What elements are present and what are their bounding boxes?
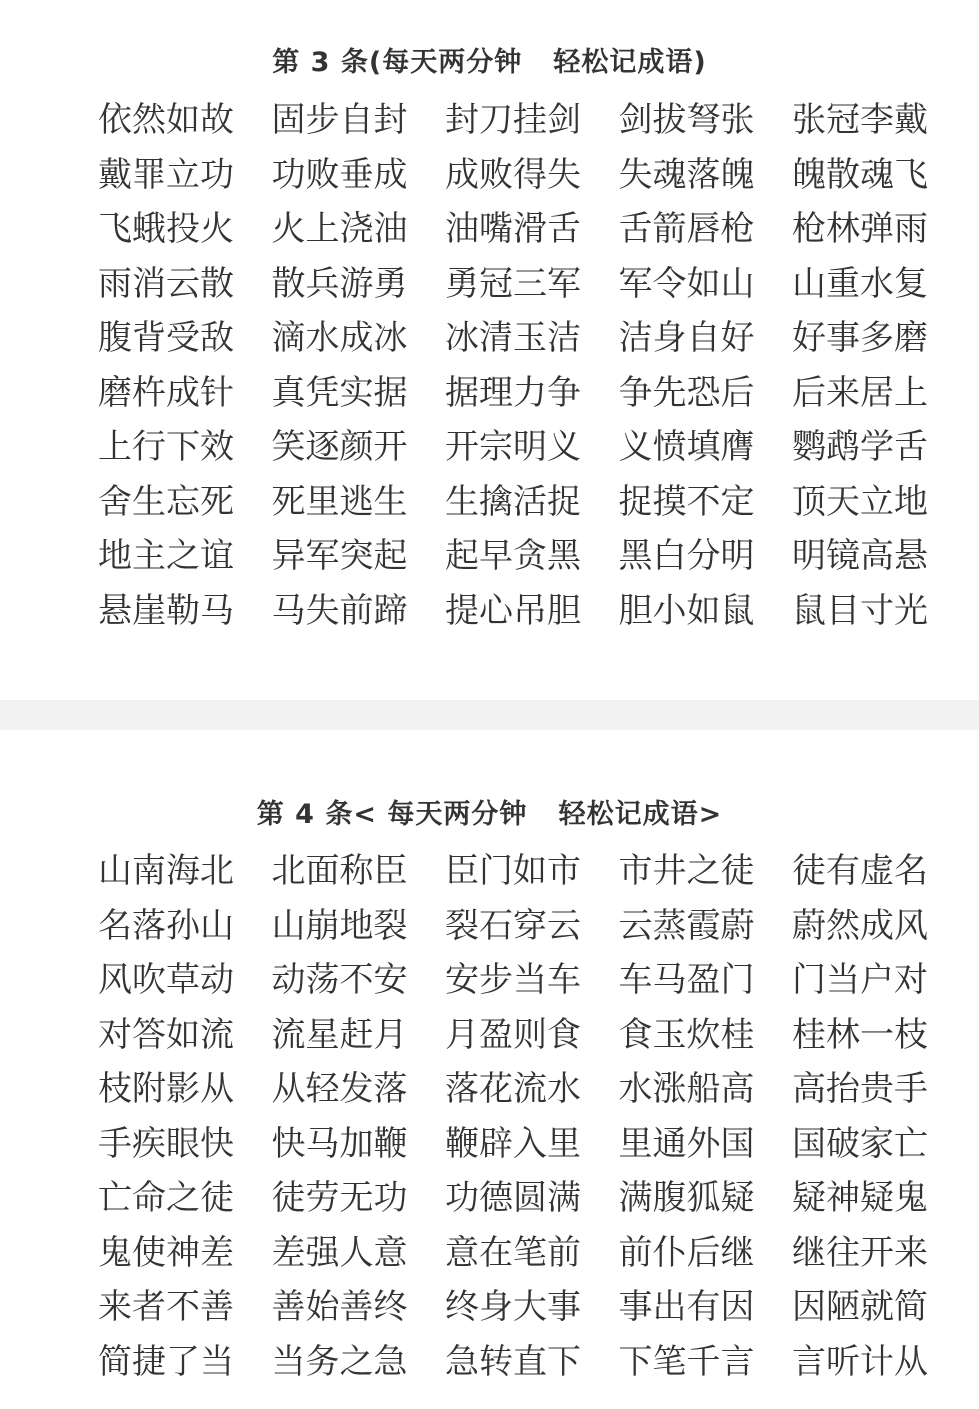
idiom-cell: 山重水复: [792, 263, 928, 304]
idiom-cell: 鬼使神差: [98, 1232, 234, 1273]
idiom-section-3: [0, 0, 979, 700]
idiom-cell: 真凭实据: [271, 372, 408, 413]
idiom-cell: 简捷了当: [98, 1341, 234, 1382]
idiom-cell: 舌箭唇枪: [618, 209, 755, 249]
idiom-cell: 滴水成冰: [271, 318, 408, 358]
idiom-cell: 水涨船高: [618, 1069, 755, 1109]
idiom-cell: 月盈则食: [445, 1014, 581, 1055]
idiom-cell: 安步当车: [445, 960, 581, 1000]
idiom-cell: 飞蛾投火: [98, 209, 234, 249]
idiom-cell: 对答如流: [98, 1014, 234, 1055]
idiom-cell: 戴罪立功: [98, 154, 234, 195]
idiom-cell: 剑拔弩张: [618, 100, 755, 140]
idiom-cell: 善始善终: [271, 1287, 408, 1327]
idiom-cell: 徒劳无功: [271, 1178, 408, 1218]
idiom-cell: 洁身自好: [618, 318, 755, 358]
idiom-cell: 继往开来: [792, 1232, 928, 1273]
idiom-section-4: [0, 730, 979, 1409]
idiom-cell: 徒有虚名: [792, 851, 928, 891]
idiom-cell: 胆小如鼠: [618, 590, 755, 631]
section-title: 第 4 条< 每天两分钟 轻松记成语>: [256, 799, 723, 830]
idiom-cell: 油嘴滑舌: [445, 209, 581, 249]
idiom-cell: 桂林一枝: [792, 1014, 928, 1055]
idiom-cell: 雨消云散: [98, 263, 234, 304]
idiom-cell: 事出有因: [618, 1287, 755, 1327]
idiom-cell: 动荡不安: [271, 960, 408, 1000]
idiom-cell: 起早贪黑: [445, 536, 581, 576]
idiom-cell: 提心吊胆: [445, 590, 581, 631]
idiom-cell: 明镜高悬: [792, 536, 928, 576]
idiom-cell: 笑逐颜开: [271, 427, 408, 467]
idiom-cell: 风吹草动: [98, 960, 234, 1000]
idiom-cell: 张冠李戴: [792, 100, 928, 140]
idiom-cell: 功德圆满: [445, 1178, 581, 1218]
idiom-cell: 悬崖勒马: [98, 590, 234, 631]
idiom-cell: 下笔千言: [618, 1341, 755, 1382]
idiom-cell: 来者不善: [98, 1287, 234, 1327]
idiom-cell: 疑神疑鬼: [792, 1178, 928, 1218]
idiom-cell: 功败垂成: [271, 154, 408, 195]
idiom-cell: 勇冠三军: [445, 263, 581, 304]
idiom-cell: 马失前蹄: [271, 590, 408, 631]
idiom-cell: 里通外国: [618, 1123, 755, 1164]
idiom-cell: 失魂落魄: [618, 154, 755, 195]
idiom-cell: 意在笔前: [445, 1232, 581, 1273]
idiom-cell: 云蒸霞蔚: [618, 905, 755, 946]
idiom-cell: 异军突起: [271, 536, 408, 576]
idiom-cell: 黑白分明: [618, 536, 755, 576]
idiom-cell: 固步自封: [271, 100, 408, 140]
idiom-cell: 后来居上: [792, 372, 928, 413]
idiom-cell: 死里逃生: [271, 481, 408, 522]
idiom-cell: 门当户对: [792, 960, 928, 1000]
idiom-cell: 前仆后继: [618, 1232, 755, 1273]
idiom-cell: 火上浇油: [271, 209, 408, 249]
idiom-cell: 山崩地裂: [271, 905, 408, 946]
idiom-cell: 好事多磨: [792, 318, 928, 358]
idiom-cell: 义愤填膺: [618, 427, 755, 467]
idiom-cell: 国破家亡: [792, 1123, 928, 1164]
idiom-cell: 生擒活捉: [445, 481, 581, 522]
idiom-cell: 捉摸不定: [618, 481, 755, 522]
idiom-cell: 手疾眼快: [98, 1123, 234, 1164]
idiom-cell: 散兵游勇: [271, 263, 408, 304]
idiom-cell: 北面称臣: [271, 851, 408, 891]
idiom-cell: 开宗明义: [445, 427, 581, 467]
idiom-cell: 当务之急: [271, 1341, 408, 1382]
idiom-cell: 上行下效: [98, 427, 234, 467]
idiom-cell: 流星赶月: [271, 1014, 408, 1055]
idiom-cell: 高抬贵手: [792, 1069, 928, 1109]
idiom-cell: 依然如故: [98, 100, 234, 140]
idiom-cell: 鹦鹉学舌: [792, 427, 928, 467]
idiom-cell: 急转直下: [445, 1341, 581, 1382]
idiom-cell: 磨杵成针: [98, 372, 234, 413]
idiom-cell: 魄散魂飞: [792, 154, 928, 195]
idiom-cell: 裂石穿云: [445, 905, 581, 946]
idiom-cell: 食玉炊桂: [618, 1014, 755, 1055]
idiom-cell: 差强人意: [271, 1232, 408, 1273]
section-divider: [0, 700, 979, 730]
idiom-cell: 言听计从: [792, 1341, 928, 1382]
idiom-cell: 蔚然成风: [792, 905, 928, 946]
idiom-cell: 成败得失: [445, 154, 581, 195]
idiom-cell: 封刀挂剑: [445, 100, 581, 140]
idiom-grid: [98, 93, 966, 638]
idiom-cell: 因陋就简: [792, 1287, 928, 1327]
idiom-cell: 车马盈门: [618, 960, 755, 1000]
idiom-cell: 鞭辟入里: [445, 1123, 581, 1164]
idiom-cell: 亡命之徒: [98, 1178, 234, 1218]
idiom-cell: 争先恐后: [618, 372, 755, 413]
idiom-cell: 据理力争: [445, 372, 581, 413]
idiom-cell: 终身大事: [445, 1287, 581, 1327]
idiom-cell: 臣门如市: [445, 851, 581, 891]
idiom-cell: 地主之谊: [98, 536, 234, 576]
idiom-cell: 市井之徒: [618, 851, 755, 891]
idiom-cell: 枪林弹雨: [792, 209, 928, 249]
idiom-cell: 舍生忘死: [98, 481, 234, 522]
idiom-grid: [98, 844, 966, 1389]
idiom-cell: 快马加鞭: [271, 1123, 408, 1164]
idiom-cell: 落花流水: [445, 1069, 581, 1109]
idiom-cell: 山南海北: [98, 851, 234, 891]
idiom-cell: 从轻发落: [271, 1069, 408, 1109]
idiom-cell: 满腹狐疑: [618, 1178, 755, 1218]
idiom-cell: 冰清玉洁: [445, 318, 581, 358]
idiom-cell: 枝附影从: [98, 1069, 234, 1109]
section-title: 第 3 条(每天两分钟 轻松记成语): [272, 47, 707, 78]
idiom-cell: 顶天立地: [792, 481, 928, 522]
idiom-cell: 名落孙山: [98, 905, 234, 946]
idiom-cell: 军令如山: [618, 263, 755, 304]
idiom-cell: 鼠目寸光: [792, 590, 928, 631]
idiom-cell: 腹背受敌: [98, 318, 234, 358]
